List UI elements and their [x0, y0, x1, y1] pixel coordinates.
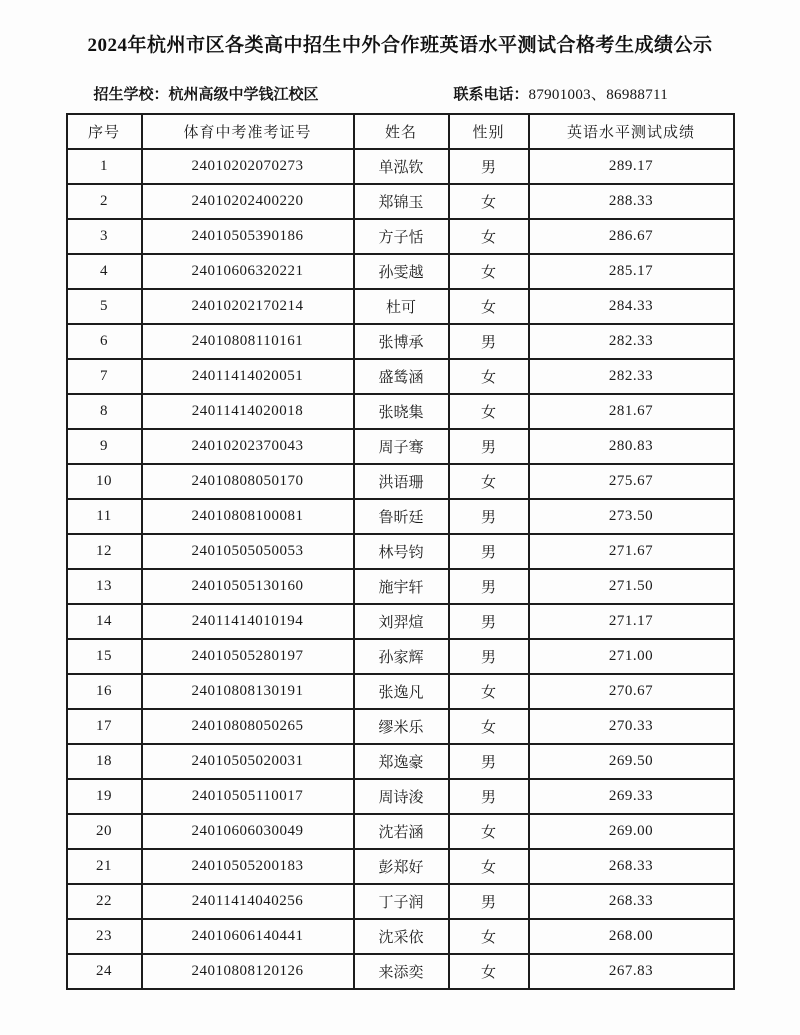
table-row — [67, 639, 734, 674]
cell-serial: 8 — [67, 394, 142, 429]
cell-score: 285.17 — [529, 254, 734, 289]
cell-score: 280.83 — [529, 429, 734, 464]
cell-name: 沈采依 — [354, 919, 449, 954]
cell-gender: 女 — [449, 919, 529, 954]
cell-score: 268.33 — [529, 849, 734, 884]
header-gender: 性别 — [449, 114, 529, 149]
phone-label: 联系电话： — [453, 87, 529, 103]
cell-score: 288.33 — [529, 184, 734, 219]
table-row — [67, 534, 734, 569]
cell-gender: 女 — [449, 849, 529, 884]
cell-score: 282.33 — [529, 324, 734, 359]
cell-score: 269.33 — [529, 779, 734, 814]
cell-name: 孙家辉 — [354, 639, 449, 674]
table-row — [67, 359, 734, 394]
cell-serial: 4 — [67, 254, 142, 289]
cell-serial: 7 — [67, 359, 142, 394]
cell-exam-id: 24010505280197 — [142, 639, 354, 674]
table-row — [67, 254, 734, 289]
cell-gender: 女 — [449, 219, 529, 254]
cell-score: 282.33 — [529, 359, 734, 394]
cell-name: 周子骞 — [354, 429, 449, 464]
cell-gender: 女 — [449, 394, 529, 429]
cell-exam-id: 24010808100081 — [142, 499, 354, 534]
header-score: 英语水平测试成绩 — [529, 114, 734, 149]
cell-gender: 女 — [449, 289, 529, 324]
table-row — [67, 289, 734, 324]
header-row — [67, 114, 734, 149]
cell-exam-id: 24010202370043 — [142, 429, 354, 464]
cell-serial: 21 — [67, 849, 142, 884]
cell-exam-id: 24010505050053 — [142, 534, 354, 569]
cell-serial: 3 — [67, 219, 142, 254]
cell-score: 289.17 — [529, 149, 734, 184]
cell-exam-id: 24010505110017 — [142, 779, 354, 814]
cell-gender: 男 — [449, 744, 529, 779]
table-row — [67, 884, 734, 919]
cell-gender: 男 — [449, 499, 529, 534]
school-info: 招生学校：杭州高级中学钱江校区 — [93, 87, 319, 103]
header-name: 姓名 — [354, 114, 449, 149]
cell-name: 彭郑好 — [354, 849, 449, 884]
cell-name: 郑逸豪 — [354, 744, 449, 779]
cell-serial: 22 — [67, 884, 142, 919]
cell-name: 周诗浚 — [354, 779, 449, 814]
cell-serial: 6 — [67, 324, 142, 359]
cell-gender: 男 — [449, 149, 529, 184]
cell-score: 281.67 — [529, 394, 734, 429]
cell-score: 268.33 — [529, 884, 734, 919]
cell-exam-id: 24010808110161 — [142, 324, 354, 359]
cell-name: 缪米乐 — [354, 709, 449, 744]
cell-name: 杜可 — [354, 289, 449, 324]
cell-score: 284.33 — [529, 289, 734, 324]
cell-gender: 女 — [449, 254, 529, 289]
cell-name: 张晓集 — [354, 394, 449, 429]
cell-serial: 9 — [67, 429, 142, 464]
table-row — [67, 569, 734, 604]
cell-gender: 女 — [449, 814, 529, 849]
cell-exam-id: 24010505020031 — [142, 744, 354, 779]
cell-serial: 20 — [67, 814, 142, 849]
cell-exam-id: 24010202170214 — [142, 289, 354, 324]
cell-serial: 18 — [67, 744, 142, 779]
cell-exam-id: 24010606030049 — [142, 814, 354, 849]
table-row — [67, 709, 734, 744]
cell-serial: 24 — [67, 954, 142, 989]
cell-serial: 1 — [67, 149, 142, 184]
cell-name: 盛鸶涵 — [354, 359, 449, 394]
table-row — [67, 814, 734, 849]
phone-info — [454, 83, 669, 104]
cell-name: 张逸凡 — [354, 674, 449, 709]
cell-name: 来添奕 — [354, 954, 449, 989]
cell-exam-id: 24011414040256 — [142, 884, 354, 919]
table-row — [67, 499, 734, 534]
cell-name: 丁子润 — [354, 884, 449, 919]
cell-score: 271.67 — [529, 534, 734, 569]
cell-name: 郑锦玉 — [354, 184, 449, 219]
cell-score: 270.67 — [529, 674, 734, 709]
table-row — [67, 219, 734, 254]
cell-gender: 男 — [449, 604, 529, 639]
cell-name: 张博承 — [354, 324, 449, 359]
cell-gender: 男 — [449, 884, 529, 919]
cell-exam-id: 24010505130160 — [142, 569, 354, 604]
cell-serial: 19 — [67, 779, 142, 814]
table-row — [67, 954, 734, 989]
table-row — [67, 464, 734, 499]
cell-score: 269.50 — [529, 744, 734, 779]
cell-exam-id: 24010808050265 — [142, 709, 354, 744]
cell-serial: 11 — [67, 499, 142, 534]
results-table — [66, 113, 735, 990]
results-tbody — [67, 149, 734, 989]
cell-gender: 男 — [449, 324, 529, 359]
cell-gender: 女 — [449, 674, 529, 709]
cell-name: 孙雯越 — [354, 254, 449, 289]
cell-serial: 12 — [67, 534, 142, 569]
cell-exam-id: 24010505200183 — [142, 849, 354, 884]
cell-name: 单泓钦 — [354, 149, 449, 184]
cell-score: 286.67 — [529, 219, 734, 254]
cell-exam-id: 24011414020018 — [142, 394, 354, 429]
header-serial: 序号 — [67, 114, 142, 149]
table-row — [67, 324, 734, 359]
cell-serial: 16 — [67, 674, 142, 709]
phone-numbers: 87901003、86988711 — [528, 87, 669, 103]
cell-name: 洪语珊 — [354, 464, 449, 499]
cell-score: 271.00 — [529, 639, 734, 674]
cell-exam-id: 24010505390186 — [142, 219, 354, 254]
cell-score: 271.50 — [529, 569, 734, 604]
table-row — [67, 849, 734, 884]
table-row — [67, 394, 734, 429]
cell-gender: 男 — [449, 534, 529, 569]
table-row — [67, 604, 734, 639]
cell-gender: 女 — [449, 464, 529, 499]
table-row — [67, 919, 734, 954]
table-row — [67, 429, 734, 464]
table-header — [67, 114, 734, 149]
cell-name: 鲁昕廷 — [354, 499, 449, 534]
cell-serial: 14 — [67, 604, 142, 639]
cell-gender: 男 — [449, 569, 529, 604]
cell-exam-id: 24010202070273 — [142, 149, 354, 184]
cell-score: 267.83 — [529, 954, 734, 989]
cell-gender: 男 — [449, 639, 529, 674]
cell-gender: 女 — [449, 359, 529, 394]
cell-exam-id: 24010606320221 — [142, 254, 354, 289]
cell-exam-id: 24010808050170 — [142, 464, 354, 499]
cell-name: 方子恬 — [354, 219, 449, 254]
cell-exam-id: 24010606140441 — [142, 919, 354, 954]
cell-exam-id: 24011414010194 — [142, 604, 354, 639]
table-row — [67, 779, 734, 814]
cell-score: 275.67 — [529, 464, 734, 499]
table-row — [67, 674, 734, 709]
cell-exam-id: 24010202400220 — [142, 184, 354, 219]
cell-gender: 女 — [449, 184, 529, 219]
cell-serial: 2 — [67, 184, 142, 219]
cell-serial: 17 — [67, 709, 142, 744]
cell-score: 268.00 — [529, 919, 734, 954]
cell-gender: 男 — [449, 779, 529, 814]
cell-score: 270.33 — [529, 709, 734, 744]
cell-exam-id: 24010808120126 — [142, 954, 354, 989]
table-row — [67, 149, 734, 184]
header-exam-id: 体育中考准考证号 — [142, 114, 354, 149]
cell-name: 沈若涵 — [354, 814, 449, 849]
cell-exam-id: 24011414020051 — [142, 359, 354, 394]
cell-serial: 10 — [67, 464, 142, 499]
cell-serial: 15 — [67, 639, 142, 674]
cell-name: 刘羿煊 — [354, 604, 449, 639]
table-row — [67, 744, 734, 779]
cell-serial: 23 — [67, 919, 142, 954]
cell-gender: 男 — [449, 429, 529, 464]
page-title: 2024年杭州市区各类高中招生中外合作班英语水平测试合格考生成绩公示 — [87, 35, 713, 56]
cell-score: 269.00 — [529, 814, 734, 849]
cell-score: 273.50 — [529, 499, 734, 534]
table-row — [67, 184, 734, 219]
cell-name: 林号钧 — [354, 534, 449, 569]
cell-score: 271.17 — [529, 604, 734, 639]
cell-name: 施宇轩 — [354, 569, 449, 604]
cell-serial: 13 — [67, 569, 142, 604]
cell-serial: 5 — [67, 289, 142, 324]
cell-gender: 女 — [449, 709, 529, 744]
cell-gender: 女 — [449, 954, 529, 989]
info-row — [67, 83, 734, 103]
cell-exam-id: 24010808130191 — [142, 674, 354, 709]
